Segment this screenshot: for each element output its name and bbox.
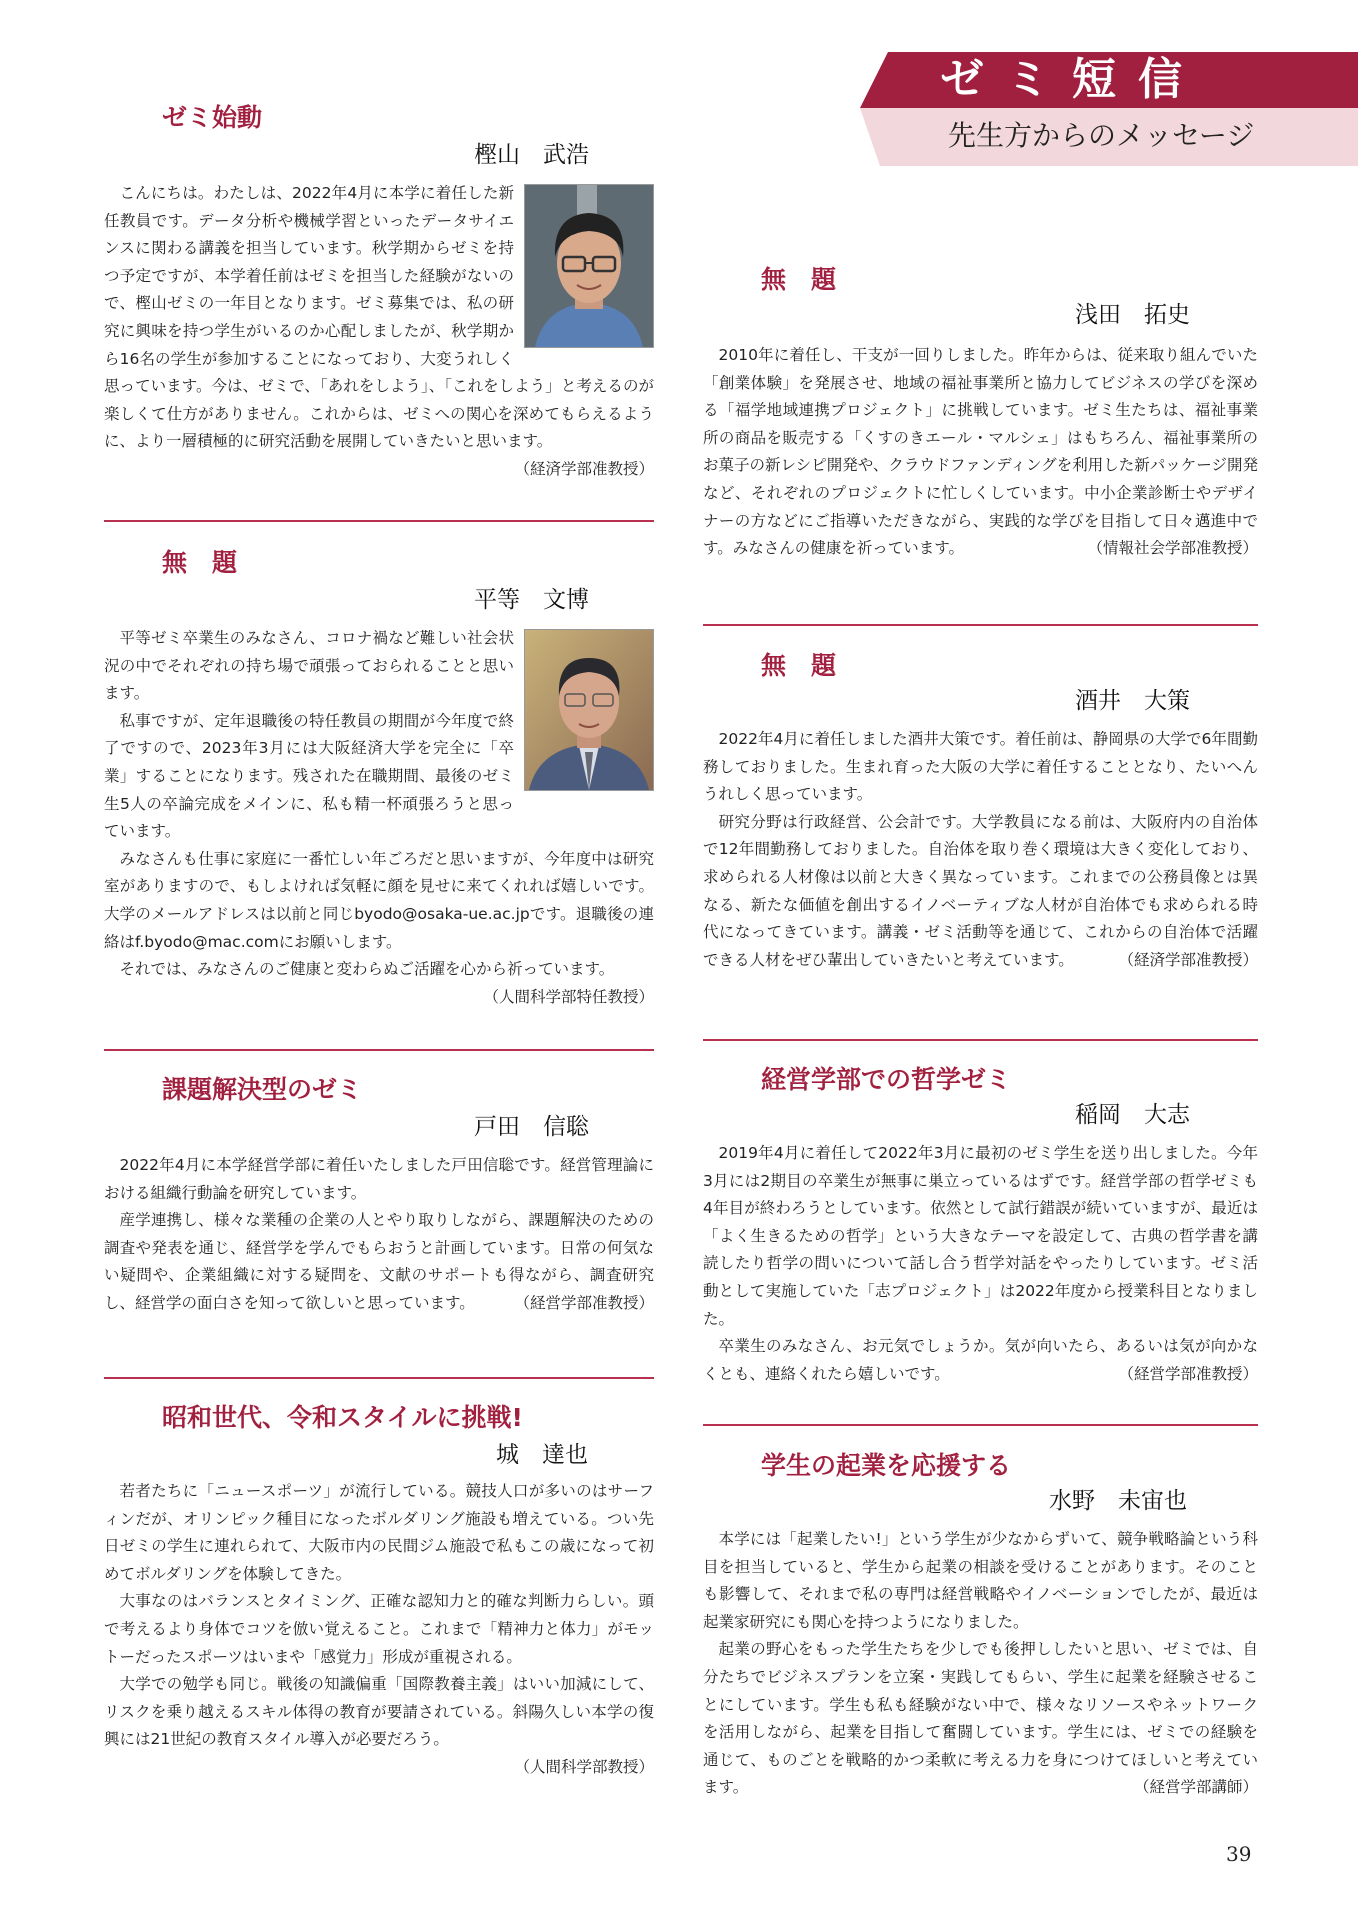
article-toda: [104, 1072, 654, 1362]
article-jo: [104, 1400, 654, 1820]
article-body: [703, 1526, 1258, 1802]
article-author: 平等 文博: [474, 587, 589, 613]
article-title: 昭和世代、令和スタイルに挑戦!: [162, 1403, 523, 1432]
article-affiliation: （経営学部講師）: [1133, 1778, 1258, 1797]
article-paragraph: こんにちは。わたしは、2022年4月に本学に着任した新任教員です。データ分析や機械学習といったデータサイエンスに関わる講義を担当しています。秋学期からゼミを持つ予定ですが、本学着任前はゼミを担当した経験がないので、樫山ゼミの一年目となります。ゼミ募集では、私の研究に興味を持つ学生がいるのか心配しましたが、秋学期から16名の学生が参加することになっており、大変うれしく思っています。今は、ゼミで、「あれをしよう」、「これをしよう」と考えるのが楽しくて仕方がありません。これからは、ゼミへの関心を深めてもらえるように、より一層積極的に研究活動を展開していきたいと思います。: [104, 184, 654, 451]
article-paragraph: 2022年4月に本学経営学部に着任いたしました戸田信聡です。経営管理論における組織行動論を研究しています。: [104, 1156, 654, 1202]
article-author: 戸田 信聡: [474, 1114, 589, 1140]
article-paragraph: 2019年4月に着任して2022年3月に最初のゼミ学生を送り出しました。今年3月には2期目の卒業生が無事に巣立っているはずです。経営学部の哲学ゼミも4年目が終わろうとしています。依然として試行錯誤が続いていますが、最近は「よく生きるための哲学」という大きなテーマを設定して、古典の哲学書を講読したり哲学の問いについて話し合う哲学対話をやったりしています。ゼミ活動として実施していた「志プロジェクト」は2022年度から授業科目となりました。: [703, 1144, 1258, 1328]
portrait-man-glasses-icon: [525, 185, 653, 347]
article-paragraph: 2010年に着任し、干支が一回りしました。昨年からは、従来取り組んでいた「創業体験」を発展させ、地域の福祉事業所と協力してビジネスの学びを深める「福学地域連携プロジェクト」に挑戦しています。ゼミ生たちは、福祉事業所の商品を販売する「くすのきエール・マルシェ」はもちろん、福祉事業所のお菓子の新レシピ開発や、クラウドファンディングを利用した新パッケージ開発など、それぞれのプロジェクトに忙しくしています。中小企業診断士やデザイナーの方などにご指導いただきながら、実践的な学びを目指して日々邁進中です。みなさんの健康を祈っています。: [703, 346, 1258, 558]
article-affiliation: （人間科学部教授）: [514, 1757, 654, 1776]
article-asada: [703, 262, 1258, 612]
portrait-man-suit-icon: [525, 630, 653, 790]
page-number: 39: [1226, 1842, 1252, 1866]
article-body: [104, 625, 654, 1011]
author-photo: [524, 629, 654, 791]
article-mizuno: [703, 1448, 1258, 1838]
article-author: 稲岡 大志: [1075, 1102, 1190, 1128]
article-paragraph: 起業の野心をもった学生たちを少しでも後押ししたいと思い、ゼミでは、自分たちでビジネスプランを立案・実践してもらい、学生に起業を経験させることにしています。学生も私も経験がない中で、様々なリソースやネットワークを活用しながら、起業を目指して奮闘しています。学生には、ゼミでの経験を通じて、ものごとを戦略的かつ柔軟に考える力を身につけてほしいと考えています。: [703, 1640, 1258, 1797]
divider: [104, 1377, 654, 1379]
article-paragraph: 本学には「起業したい!」という学生が少なからずいて、競争戦略論という科目を担当していると、学生から起業の相談を受けることがあります。そのことも影響して、それまで私の専門は経営戦略やイノベーションでしたが、最近は起業家研究にも関心を持つようになりました。: [703, 1530, 1258, 1631]
article-author: 水野 未宙也: [1049, 1488, 1187, 1514]
section-banner: [860, 52, 1358, 170]
divider: [703, 1039, 1258, 1041]
article-title: 課題解決型のゼミ: [162, 1075, 363, 1104]
article-body: [703, 1140, 1258, 1388]
article-title: ゼミ始動: [162, 103, 263, 132]
article-title: 学生の起業を応援する: [761, 1451, 1012, 1480]
divider: [104, 520, 654, 522]
divider: [104, 1049, 654, 1051]
article-affiliation: （経済学部准教授）: [1118, 950, 1258, 969]
banner-title: ゼミ短信: [940, 54, 1204, 105]
article-affiliation: （情報社会学部准教授）: [1087, 539, 1258, 558]
author-photo: [524, 184, 654, 348]
article-affiliation: （経営学部准教授）: [514, 1293, 654, 1312]
article-paragraph: 私事ですが、定年退職後の特任教員の期間が今年度で終了ですので、2023年3月には大阪経済大学を完全に「卒業」することになります。残された在職期間、最後のゼミ生5人の卒論完成をメインに、私も精一杯頑張ろうと思っています。: [104, 711, 514, 841]
article-body: [703, 342, 1258, 563]
article-paragraph: 若者たちに「ニュースポーツ」が流行している。競技人口が多いのはサーフィンだが、オリンピック種目になったボルダリング施設も増えている。つい先日ゼミの学生に連れられて、大阪市内の民間ジム施設で私もこの歳になって初めてボルダリングを体験してきた。: [104, 1482, 654, 1583]
article-inaoka: [703, 1062, 1258, 1412]
article-author: 浅田 拓史: [1075, 302, 1190, 328]
article-sakai: [703, 648, 1258, 1028]
article-author: 城 達也: [496, 1442, 588, 1468]
article-affiliation: （経済学部准教授）: [514, 459, 654, 478]
article-paragraph: みなさんも仕事に家庭に一番忙しい年ごろだと思いますが、今年度中は研究室がありますので、もしよければ気軽に顔を見せに来てくれれば嬉しいです。大学のメールアドレスは以前と同じbyodo@osaka-ue.ac.jpです。退職後の連絡はf.byodo@mac.comにお願いします。: [104, 849, 654, 951]
article-body: [104, 180, 654, 484]
article-body: [703, 726, 1258, 974]
divider: [703, 624, 1258, 626]
article-body: [104, 1152, 654, 1318]
article-paragraph: それでは、みなさんのご健康と変わらぬご活躍を心から祈っています。: [119, 960, 615, 979]
article-title: 無 題: [761, 651, 837, 680]
article-affiliation: （人間科学部特任教授）: [483, 987, 654, 1006]
banner-subtitle: 先生方からのメッセージ: [948, 119, 1255, 152]
article-paragraph: 平等ゼミ卒業生のみなさん、コロナ禍など難しい社会状況の中でそれぞれの持ち場で頑張っておられることと思います。: [104, 629, 514, 703]
article-title: 無 題: [162, 548, 238, 577]
article-author: 酒井 大策: [1075, 688, 1190, 714]
article-title: 経営学部での哲学ゼミ: [761, 1065, 1012, 1094]
article-affiliation: （経営学部准教授）: [1118, 1364, 1258, 1383]
article-author: 樫山 武浩: [474, 142, 589, 168]
article-kashiyama: [104, 100, 654, 510]
article-paragraph: 卒業生のみなさん、お元気でしょうか。気が向いたら、あるいは気が向かなくとも、連絡くれたら嬉しいです。: [703, 1337, 1258, 1383]
article-paragraph: 大学での勉学も同じ。戦後の知識偏重「国際教養主義」はいい加減にして、リスクを乗り越えるスキル体得の教育が要請されている。斜陽久しい本学の復興には21世紀の教育スタイル導入が必要だろう。: [104, 1675, 654, 1749]
article-paragraph: 研究分野は行政経営、公会計です。大学教員になる前は、大阪府内の自治体で12年間勤務しておりました。自治体を取り巻く環境は大きく変化しており、求められる人材像は以前と大きく異なっています。これまでの公務員像とは異なる、新たな価値を創出するイノベーティブな人材が自治体でも求められる時代になってきています。講義・ゼミ活動等を通じて、これからの自治体で活躍できる人材をぜひ輩出していきたいと考えています。: [703, 812, 1258, 969]
article-byodo: [104, 545, 654, 1035]
divider: [703, 1424, 1258, 1426]
article-title: 無 題: [761, 265, 837, 294]
article-paragraph: 2022年4月に着任しました酒井大策です。着任前は、静岡県の大学で6年間勤務しておりました。生まれ育った大阪の大学に着任することとなり、たいへんうれしく思っています。: [703, 730, 1258, 804]
article-paragraph: 産学連携し、様々な業種の企業の人とやり取りしながら、課題解決のための調査や発表を通じ、経営学を学んでもらおうと計画しています。日常の何気ない疑問や、企業組織に対する疑問を、文献のサポートも得ながら、調査研究し、経営学の面白さを知って欲しいと思っています。: [104, 1211, 654, 1312]
article-paragraph: 大事なのはバランスとタイミング、正確な認知力と的確な判断力らしい。頭で考えるより身体でコツを倣い覚えること。これまで「精神力と体力」がモットーだったスポーツはいまや「感覚力」形成が重視される。: [104, 1592, 654, 1666]
article-body: [104, 1478, 654, 1782]
